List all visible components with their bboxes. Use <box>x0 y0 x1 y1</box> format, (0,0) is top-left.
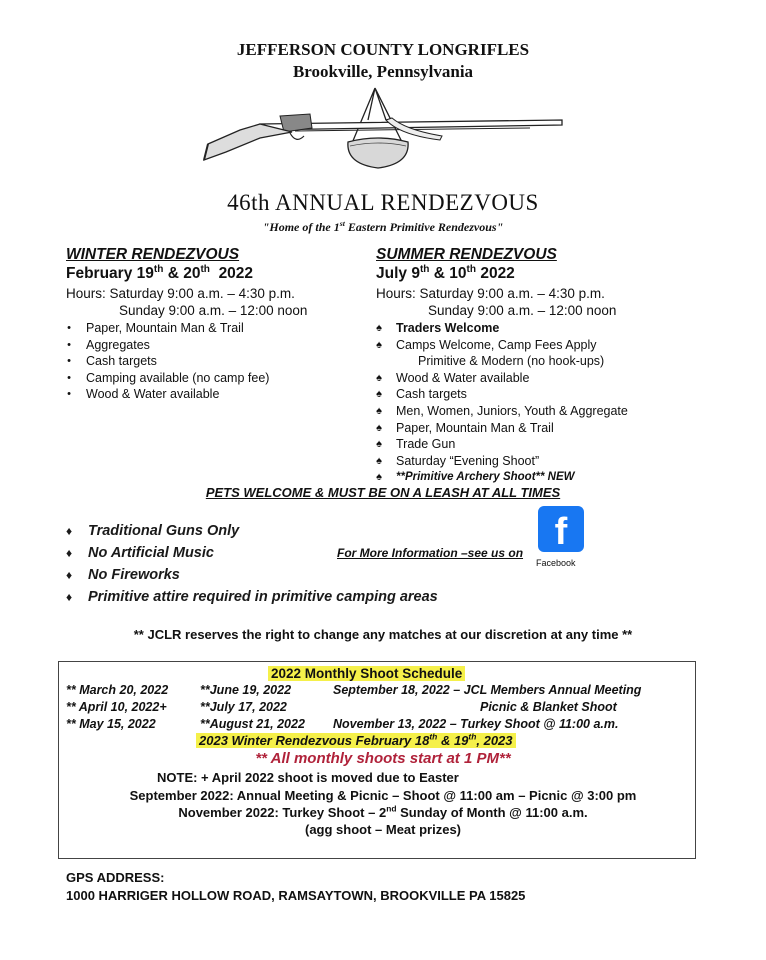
spade-icon: ♠ <box>376 338 382 351</box>
bullet-icon: • <box>67 388 71 401</box>
schedule-date: **July 17, 2022 <box>200 700 287 714</box>
all-shoots-start: ** All monthly shoots start at 1 PM** <box>255 750 511 767</box>
pets-notice: PETS WELCOME & MUST BE ON A LEASH AT ALL TIMES <box>205 485 561 500</box>
reserve-notice: ** JCLR reserves the right to change any matches at our discretion at any time ** <box>133 627 633 642</box>
winter-hours-saturday: Hours: Saturday 9:00 a.m. – 4:30 p.m. <box>66 286 295 301</box>
facebook-letter: f <box>554 511 568 553</box>
winter-2023-date: 2023 Winter Rendezvous February 18th & 19th, 2023 <box>196 733 516 748</box>
rules-list <box>66 520 438 608</box>
schedule-event: November 13, 2022 – Turkey Shoot @ 11:00 a.m. <box>333 717 619 731</box>
diamond-icon: ♦ <box>66 590 73 604</box>
summer-features-list <box>372 320 628 486</box>
list-item: ♦ Traditional Guns Only <box>66 520 438 542</box>
schedule-date: **August 21, 2022 <box>200 717 305 731</box>
winter-date: February 19th & 20th 2022 <box>66 263 254 282</box>
schedule-date: ** March 20, 2022 <box>66 683 169 697</box>
schedule-date: ** May 15, 2022 <box>66 717 156 731</box>
org-location: Brookville, Pennsylvania <box>292 62 474 81</box>
schedule-event: September 18, 2022 – JCL Members Annual Meeting <box>333 683 642 697</box>
schedule-date: ** April 10, 2022+ <box>66 700 167 714</box>
summer-hours-sunday: Sunday 9:00 a.m. – 12:00 noon <box>428 303 617 318</box>
winter-features-list <box>62 320 269 403</box>
list-item: ♦ Primitive attire required in primitive camping areas <box>66 586 438 608</box>
list-item: ♠ Paper, Mountain Man & Trail <box>372 420 628 437</box>
event-tagline: "Home of the 1st Eastern Primitive Rendezvous" <box>262 219 504 234</box>
summer-hours-saturday: Hours: Saturday 9:00 a.m. – 4:30 p.m. <box>376 286 605 301</box>
org-name: JEFFERSON COUNTY LONGRIFLES <box>236 40 530 59</box>
schedule-date: **June 19, 2022 <box>200 683 292 697</box>
list-item: • Paper, Mountain Man & Trail <box>62 320 269 337</box>
agg-note: (agg shoot – Meat prizes) <box>304 822 462 837</box>
list-item: • Camping available (no camp fee) <box>62 370 269 387</box>
more-info-text: For More Information –see us on <box>337 546 524 560</box>
spade-icon: ♠ <box>376 454 382 467</box>
spade-icon: ♠ <box>376 371 382 384</box>
diamond-icon: ♦ <box>66 568 73 582</box>
list-item: • Aggregates <box>62 337 269 354</box>
september-note: September 2022: Annual Meeting & Picnic – Shoot @ 11:00 am – Picnic @ 3:00 pm <box>129 788 637 803</box>
bullet-icon: • <box>67 371 71 384</box>
list-item: ♠ Wood & Water available <box>372 370 628 387</box>
spade-icon: ♠ <box>376 438 382 451</box>
event-title: 46th ANNUAL RENDEZVOUS <box>227 190 539 215</box>
list-item: ♠ Saturday “Evening Shoot” <box>372 453 628 470</box>
summer-date: July 9th & 10th 2022 <box>376 263 515 282</box>
diamond-icon: ♦ <box>66 524 73 538</box>
list-item: ♠ Traders Welcome <box>372 320 628 337</box>
spade-icon: ♠ <box>376 322 382 334</box>
list-item: ♠ Cash targets <box>372 386 628 403</box>
spade-icon: ♠ <box>376 404 382 417</box>
winter-hours-sunday: Sunday 9:00 a.m. – 12:00 noon <box>119 303 308 318</box>
list-item: ♦ No Fireworks <box>66 564 438 586</box>
summer-heading: SUMMER RENDEZVOUS <box>376 246 557 263</box>
winter-heading: WINTER RENDEZVOUS <box>66 246 240 263</box>
rifle-powderhorn-illustration <box>200 80 570 175</box>
list-item: Primitive & Modern (no hook-ups) <box>418 354 605 369</box>
spade-icon: ♠ <box>376 471 382 484</box>
bullet-icon: • <box>67 322 71 334</box>
bullet-icon: • <box>67 338 71 351</box>
gps-address: 1000 HARRIGER HOLLOW ROAD, RAMSAYTOWN, BROOKVILLE PA 15825 <box>66 888 526 903</box>
list-item: ♦ No Artificial Music <box>66 542 438 564</box>
list-item: ♠ Camps Welcome, Camp Fees Apply <box>372 337 628 354</box>
list-item: • Wood & Water available <box>62 386 269 403</box>
list-item: ♠ Men, Women, Juniors, Youth & Aggregate <box>372 403 628 420</box>
spade-icon: ♠ <box>376 421 382 434</box>
list-item: ♠ **Primitive Archery Shoot** NEW <box>372 469 628 486</box>
november-note: November 2022: Turkey Shoot – 2nd Sunday of Month @ 11:00 a.m. <box>178 803 588 820</box>
gps-label: GPS ADDRESS: <box>66 870 165 885</box>
diamond-icon: ♦ <box>66 546 73 560</box>
facebook-label: Facebook <box>536 558 576 568</box>
list-item: ♠ Trade Gun <box>372 436 628 453</box>
bullet-icon: • <box>67 355 71 368</box>
spade-icon: ♠ <box>376 388 382 401</box>
list-item: • Cash targets <box>62 353 269 370</box>
schedule-title: 2022 Monthly Shoot Schedule <box>268 666 465 681</box>
april-note: NOTE: + April 2022 shoot is moved due to Easter <box>157 770 459 785</box>
schedule-event: Picnic & Blanket Shoot <box>480 700 617 714</box>
